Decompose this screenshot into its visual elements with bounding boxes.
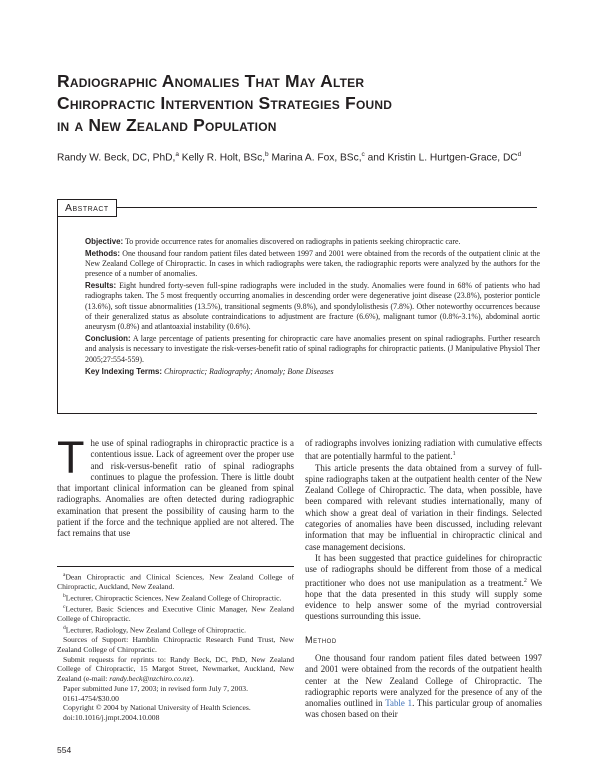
abstract-results (85, 281, 540, 332)
footnote-rule (57, 566, 294, 567)
footnote-text: Lecturer, Radiology, New Zealand College of Chiropractic. (65, 625, 247, 635)
footnote-doi: doi:10.1016/j.jmpt.2004.10.008 (63, 712, 160, 722)
footnote-b (57, 592, 294, 603)
footnote-mark: b (63, 592, 66, 599)
footnote-a (57, 571, 294, 592)
abstract-methods (85, 249, 540, 280)
results-text: Eight hundred forty-seven full-spine radiographs were included in the study. Anomalies were found in 68% of patients who had radiographs taken. The 5 most frequently occurring anomalies in descending order were degenerative joint disease (23.8%), posterior ponticle (13.6%), soft tissue abnormalities (13.5%), transitional segments (9.8%), and spondylolisthesis (7.8%). Other noteworthy occurrences because of their generalized status as absolute contraindications to adjustment are fracture (6.6%), malignant tumor (0.8%-3.1%), abdominal aortic aneurysm (0.8%) and atlantoaxial instability (0.6%). (85, 281, 540, 332)
title-line-2: Chiropractic Intervention Strategies Found (57, 93, 393, 113)
author-affiliation-mark: a (175, 151, 179, 158)
citation-1: 1 (452, 451, 456, 458)
body-paragraph-3 (305, 553, 542, 623)
body-left-column (57, 432, 294, 540)
paragraph-text: It has been suggested that practice guidelines for chiropractic use of radiographs should be different from those of a medical practitioner who does not use manipulation as a treatment. (305, 552, 542, 588)
abstract-body (85, 237, 540, 378)
body-right-column (305, 438, 542, 721)
footnote-text: Lecturer, Chiropractic Sciences, New Zealand College of Chiropractic. (65, 593, 282, 603)
footnote-issn: 0161-4754/$30.00 (63, 693, 119, 703)
table-1-link[interactable]: Table 1 (385, 698, 413, 709)
abstract-top-rule (57, 207, 537, 208)
keywords-label: Key Indexing Terms: (85, 366, 163, 376)
abstract-heading: Abstract (57, 199, 117, 217)
author-list (57, 151, 557, 163)
author-affiliation-mark: b (265, 151, 269, 158)
paragraph-text-cont: We hope that the data presented in this study will supply some evidence to help answer some of the myriad controversial questions surrounding this issue. (305, 577, 542, 622)
objective-text: To provide occurrence rates for anomalies discovered on radiographs in patients seeking chiropractic care. (123, 237, 461, 246)
conclusion-text: A large percentage of patients presenting for chiropractic care have anomalies present on spinal radiographs. Further research and analysis is necessary to investigate the risk-verses-benefit ratio of spinal radiographs for chiropractic patients. (J Manipulative Physiol Ther 2005;27:554-559). (85, 334, 540, 364)
footnote-c (57, 603, 294, 624)
method-paragraph (305, 653, 542, 721)
abstract-conclusion (85, 334, 540, 365)
page-number: 554 (57, 745, 72, 755)
footnote-text: Dean Chiropractic and Clinical Sciences, New Zealand College of Chiropractic, Auckland, New Zealand. (57, 572, 294, 592)
footnote-submitted: Paper submitted June 17, 2003; in revised form July 7, 2003. (63, 683, 248, 693)
footnote-d (57, 624, 294, 635)
keywords-text: Chiropractic; Radiography; Anomaly; Bone Diseases (162, 366, 334, 376)
footnote-text: Lecturer, Basic Sciences and Executive Clinic Manager, New Zealand College of Chiropractic. (57, 604, 294, 624)
abstract-keywords (85, 367, 540, 377)
results-label: Results: (85, 281, 117, 291)
footnote-copyright: Copyright © 2004 by National University of Health Sciences. (63, 703, 251, 713)
abstract-objective (85, 237, 540, 247)
methods-label: Methods: (85, 248, 121, 258)
method-heading: Method (305, 634, 337, 645)
footnote-mark: a (63, 572, 66, 578)
paragraph-text: of radiographs involves ionizing radiation with cumulative effects that are potentially harmful to the patient. (305, 438, 542, 462)
title-line-3: in a New Zealand Population (57, 115, 277, 135)
footnote-reprints (57, 655, 294, 684)
conclusion-label: Conclusion: (85, 334, 131, 344)
intro-paragraph (57, 432, 294, 540)
footnote-mark: c (63, 604, 66, 611)
author-name: Marina A. Fox, BSc, (271, 152, 362, 164)
footnote-mark: d (63, 625, 66, 632)
paragraph-text: One thousand four random patient files dated between 1997 and 2001 were obtained from the records of the outpatient health center at the New Zealand College of Chiropractic. The radiographic reports were analyzed for the presence of any of the anomalies outlined in (305, 652, 542, 709)
title-line-1: Radiographic Anomalies That May Alter (57, 71, 365, 91)
author-name: Randy W. Beck, DC, PhD, (57, 152, 176, 164)
paragraph-text-cont: . This particular group of anomalies was chosen based on their (305, 698, 542, 720)
intro-text: he use of spinal radiographs in chiropractic practice is a contentious issue. Lack of agreement over the proper use and risk-versus-benefit ratio of spinal radiographs continues to plague the profession. There is little doubt that important clinical information can be gleaned from spinal radiographs. Anomalies are often detected during radiographic examination that present the possibility of causing harm to the patient if the force and the technique applied are not altered. The fact remains that use (57, 438, 294, 539)
reprints-email[interactable]: randy.beck@nzchiro.co.nz (109, 674, 190, 684)
reprints-text: Submit requests for reprints to: Randy Beck, DC, PhD, New Zealand College of Chiropractic, 15 Margot Street, Newmarket, Auckland, New Zealand (e-mail: (57, 654, 294, 684)
reprints-close: ). (189, 674, 195, 684)
author-name: Kelly R. Holt, BSc, (181, 152, 266, 164)
abstract-bottom-rule (57, 413, 537, 414)
footnotes (57, 571, 294, 723)
citation-2: 2 (523, 577, 527, 584)
methods-text: One thousand four random patient files dated between 1997 and 2001 were obtained from the records of the outpatient clinic at the New Zealand College of Chiropractic. In cases in which radiographs were taken, the radiographic reports were analyzed by the authors for the presence of a number of anomalies. (85, 248, 540, 279)
footnote-support: Sources of Support: Hamblin Chiropractic Research Fund Trust, New Zealand College of Chiropractic. (57, 635, 294, 655)
abstract-left-rule (57, 217, 58, 413)
author-name: and Kristin L. Hurtgen-Grace, DC (367, 152, 518, 164)
body-paragraph-1 (305, 438, 542, 463)
drop-cap: T (57, 432, 85, 483)
body-paragraph-2: This article presents the data obtained from a survey of full-spine radiographs taken at the outpatient health center of the New Zealand College of Chiropractic. The data, when possible, have been compared with relevant studies internationally, many of which show a great deal of variation in their findings. Selected categories of anomalies have been discussed, including relevant information that may be influential in chiropractic clinical and case management decisions. (305, 462, 542, 552)
author-affiliation-mark: c (361, 151, 365, 158)
article-title (57, 70, 547, 136)
author-affiliation-mark: d (517, 151, 522, 158)
objective-label: Objective: (85, 237, 124, 246)
